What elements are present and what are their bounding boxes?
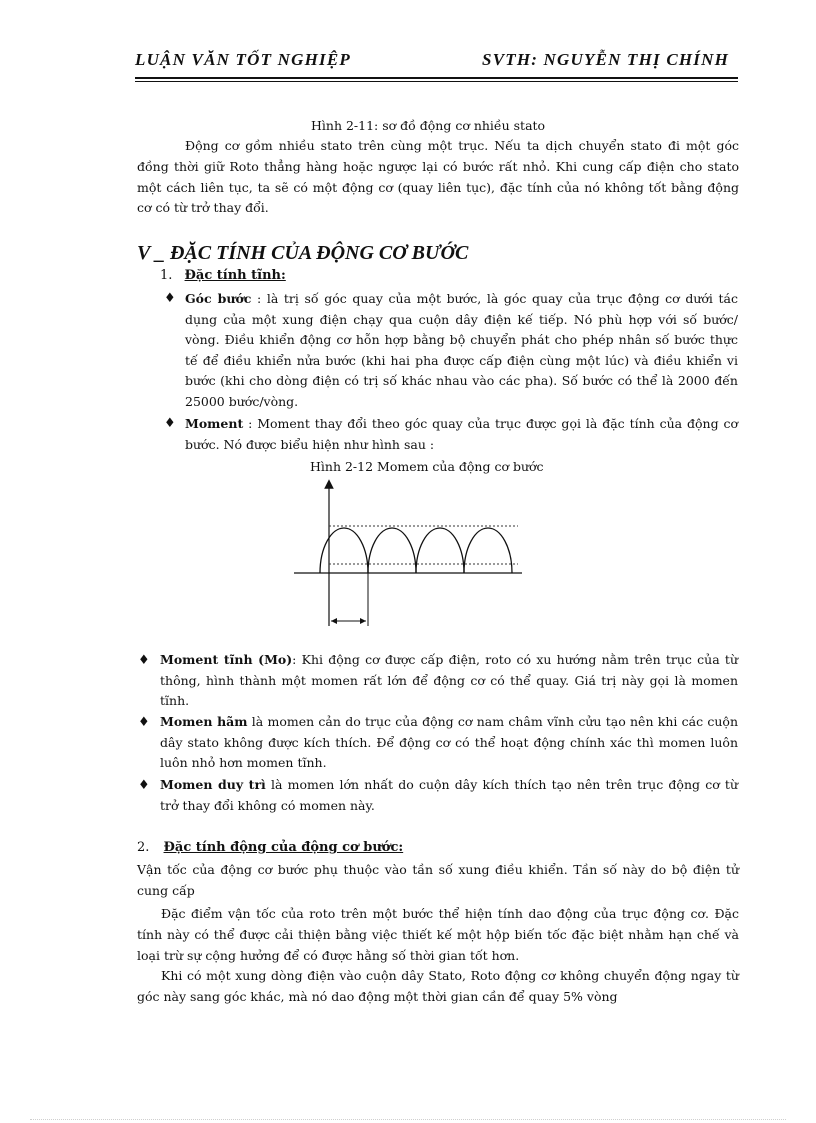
bullet-moment-term: Moment <box>185 416 244 431</box>
bullet-momen-ham <box>160 712 738 774</box>
torque-arc-3 <box>416 528 464 573</box>
header-left: LUẬN VĂN TỐT NGHIỆP <box>135 50 351 69</box>
section-title: V _ ĐẶC TÍNH CỦA ĐỘNG CƠ BƯỚC <box>137 242 469 264</box>
bullet-diamond-icon: ♦ <box>138 653 150 668</box>
torque-arc-4 <box>464 528 512 573</box>
bullet-diamond-icon: ♦ <box>138 715 150 730</box>
bullet-moment-text: : Moment thay đổi theo góc quay của trục được gọi là đặc tính của động cơ bước. Nó được biểu hiện như hình sau : <box>185 416 738 452</box>
page-header <box>135 50 729 76</box>
header-right: SVTH: NGUYỄN THỊ CHÍNH <box>482 50 729 69</box>
bullet-momen-duy-tri-text: là momen lớn nhất do cuộn dây kích thích tạo nên trên trục động cơ từ trở thay đổi không có momen này. <box>160 777 738 813</box>
bullet-momen-ham-text: là momen cản do trục của động cơ nam châm vĩnh cửu tạo nên khi các cuộn dây stato không được kích thích. Để động cơ có thể hoạt động chính xác thì momen luôn luôn nhỏ hơn momen tĩnh. <box>160 714 738 771</box>
bullet-diamond-icon: ♦ <box>164 416 176 431</box>
bullet-goc-buoc-term: Góc bước <box>185 291 252 306</box>
subheading-2-number: 2. <box>137 840 150 855</box>
bullet-moment-tinh-text: : Khi động cơ được cấp điện, roto có xu hướng nằm trên trục của từ thông, hình thành một momen rất lớn để động cơ có thể quay. Giá trị này gọi là momen tĩnh. <box>160 652 738 709</box>
step-dimension-arrow-right <box>360 618 366 624</box>
moment-diagram <box>290 478 530 633</box>
subheading-2-title: Đặc tính động của động cơ bước: <box>163 840 404 855</box>
dynamic-paragraph-3: Khi có một xung dòng điện vào cuộn dây Stato, Roto động cơ không chuyển động ngay từ góc này sang góc khác, mà nó dao động một thời gian cần để quay 5% vòng <box>137 968 739 1004</box>
dynamic-paragraph-2: Đặc điểm vận tốc của roto trên một bước thể hiện tính dao động của trục động cơ. Đặc tính này có thể được cải thiện bằng việc thiết kế một hộp biến tốc đặc biệt nhằm hạn chế và loại trừ sự cộng hưởng để có được hằng số thời gian tốt hơn. <box>137 906 739 963</box>
bullet-goc-buoc-text: : là trị số góc quay của một bước, là góc quay của trục động cơ dưới tác dụng của một xung điện chạy qua cuộn dây điện kế tiếp. Nó phù hợp với số bước/ vòng. Điều khiển động cơ hỗn hợp bằng bộ chuyển phát cho phép nhân số bước thực tế để điều khiển nửa bước (khi hai pha được cấp điện cùng một lúc) và điều khiển vi bước (khi cho dòng điện có trị số khác nhau vào các pha). Số bước có thể là 2000 đến 25000 bước/vòng. <box>185 291 738 409</box>
subheading-1-title: Đặc tính tĩnh: <box>184 268 286 283</box>
bullet-diamond-icon: ♦ <box>164 291 176 306</box>
dynamic-paragraph-1: Vận tốc của động cơ bước phụ thuộc vào tần số xung điều khiển. Tần số này do bộ điện tử cung cấp <box>137 862 739 898</box>
bullet-momen-duy-tri <box>160 775 738 816</box>
torque-arc-1 <box>320 528 368 573</box>
figure-2-11-caption: Hình 2-11: sơ đồ động cơ nhiều stato <box>311 118 546 133</box>
step-dimension-arrow-left <box>331 618 337 624</box>
figure-2-12-caption: Hình 2-12 Momem của động cơ bước <box>310 459 544 474</box>
subheading-1 <box>160 268 286 283</box>
subheading-2 <box>137 840 403 855</box>
bullet-moment-tinh <box>160 650 738 712</box>
footer-dotted-rule <box>30 1119 786 1120</box>
bullet-momen-duy-tri-term: Momen duy trì <box>160 777 266 792</box>
header-rule-thick <box>135 77 738 79</box>
bullet-moment <box>185 414 738 455</box>
bullet-goc-buoc <box>185 289 738 413</box>
intro-paragraph: Động cơ gồm nhiều stato trên cùng một trục. Nếu ta dịch chuyển stato đi một góc đồng thời giữ Roto thẳng hàng hoặc ngược lại có bước rất nhỏ. Khi cung cấp điện cho stato một cách liên tục, ta sẽ có một động cơ (quay liên tục), đặc tính của nó không tốt bằng động cơ có từ trở thay đổi. <box>137 138 739 216</box>
torque-arc-2 <box>368 528 416 573</box>
subheading-1-number: 1. <box>160 268 173 283</box>
bullet-diamond-icon: ♦ <box>138 778 150 793</box>
bullet-momen-ham-term: Momen hãm <box>160 714 248 729</box>
bullet-moment-tinh-term: Moment tĩnh (Mo) <box>160 652 293 667</box>
header-rule-thin <box>135 81 738 82</box>
